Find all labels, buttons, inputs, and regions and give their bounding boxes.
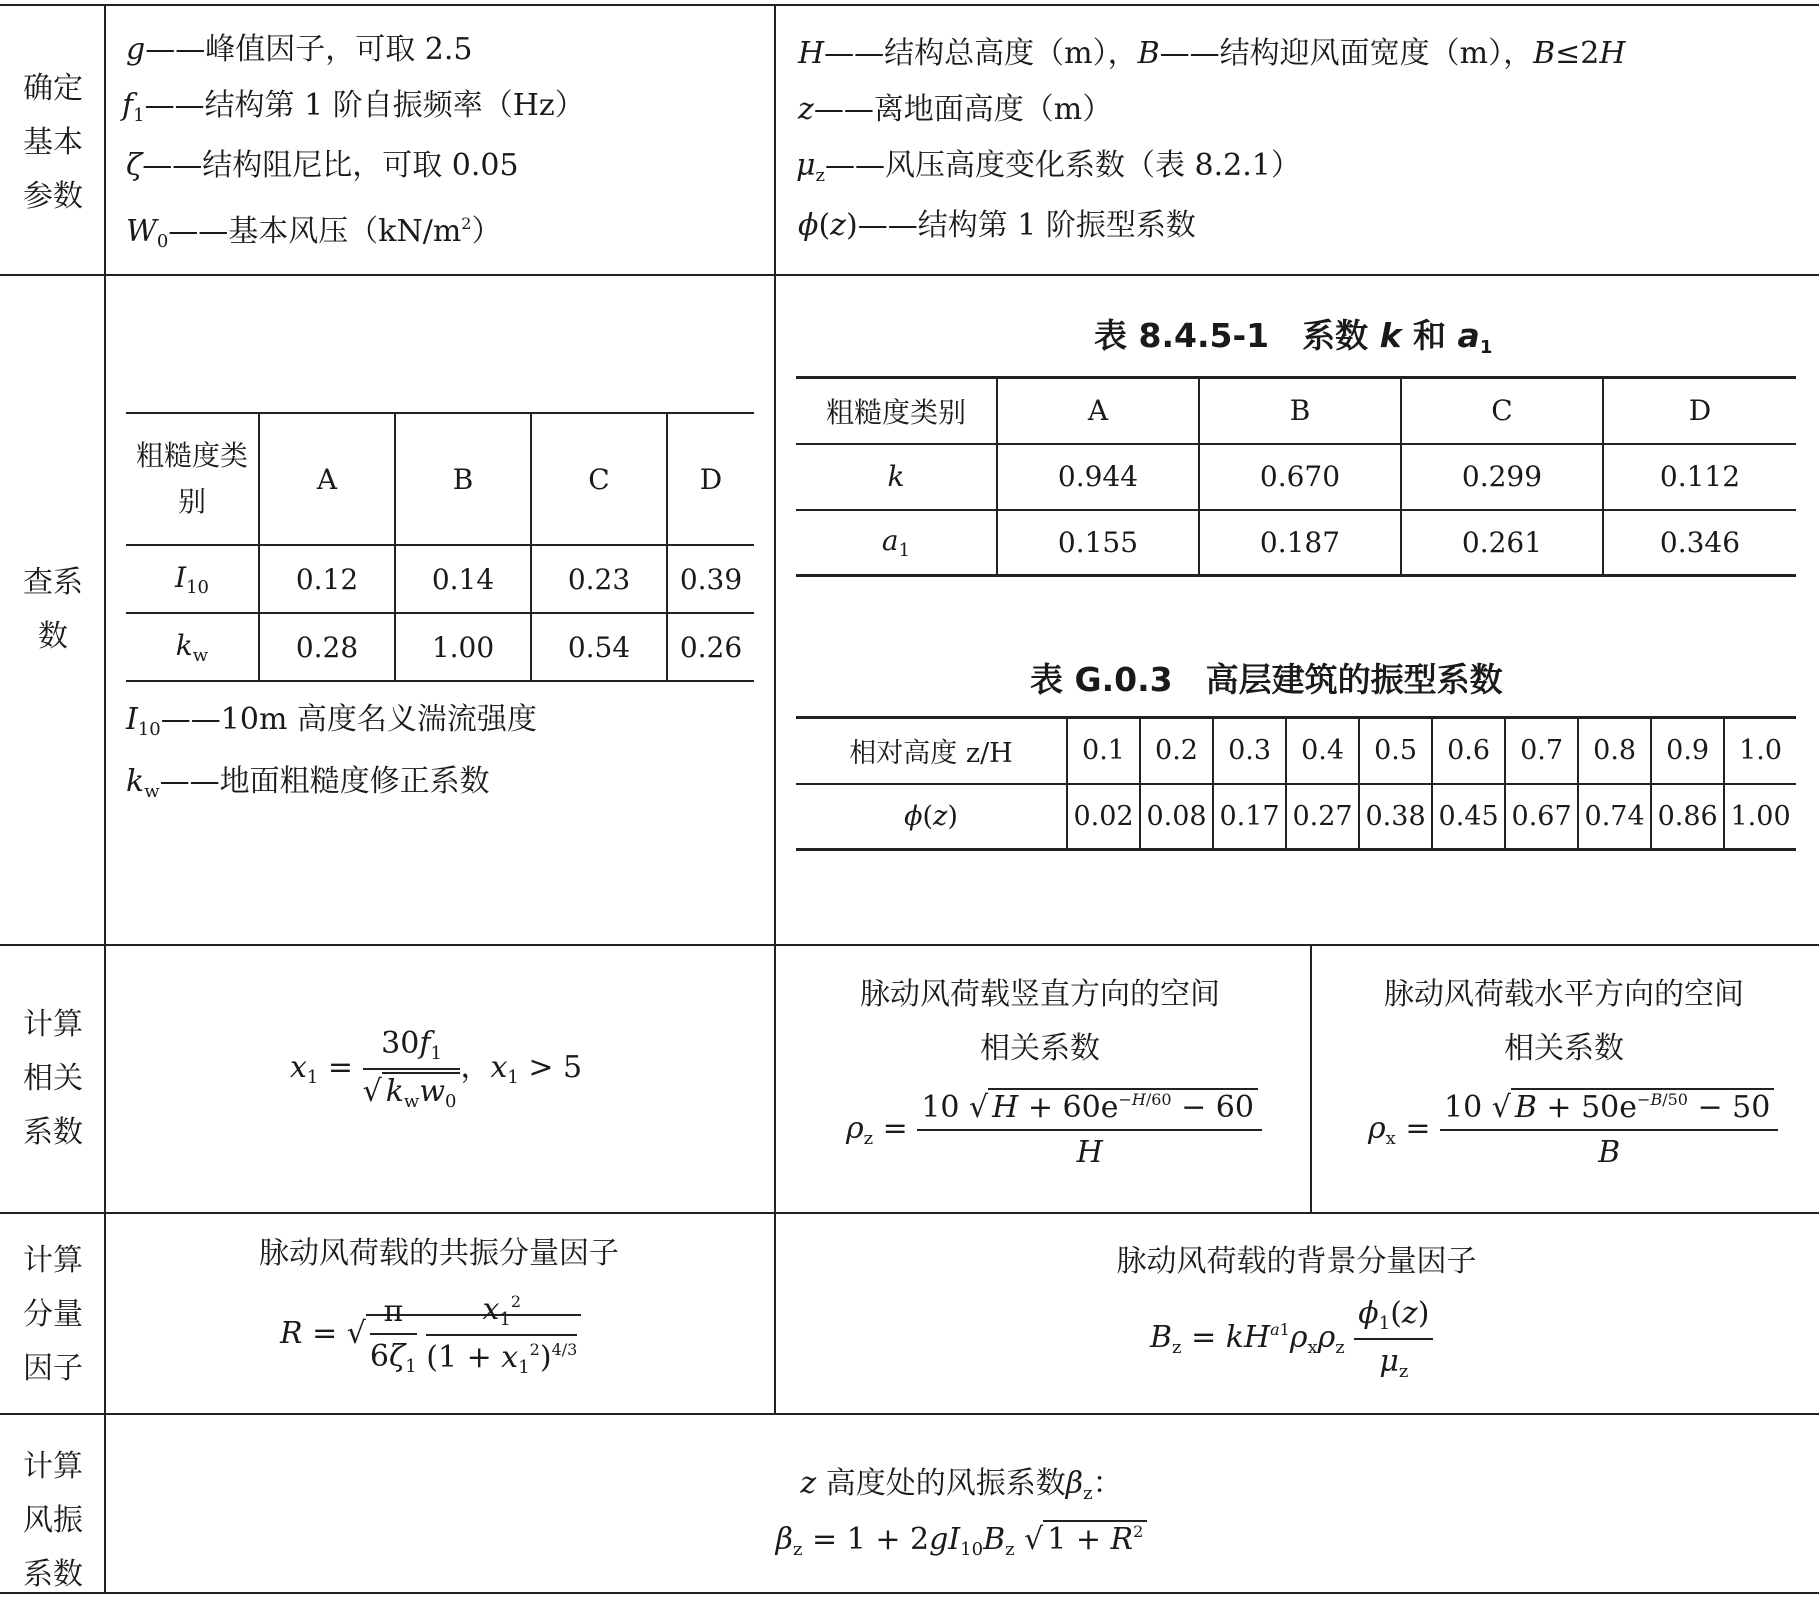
rule [0,1413,1819,1415]
row-label-gust-factor: 计算 风振 系数 [23,1449,83,1592]
resonant-title: 脉动风荷载的共振分量因子 [259,1236,619,1271]
param-muz: $\mu_z——$风压高度变化系数（表 8.2.1） [796,148,1301,186]
param-z-text: ——离地面高度（m） [813,92,1113,127]
phi-label: ϕ(z) [796,784,1067,850]
row-label-lookup: 查系 数 [23,565,83,654]
i10-b: 0.14 [395,545,531,613]
k-b: 0.670 [1199,444,1401,510]
tk-cat-c: C [1401,378,1603,444]
zh-cell: 0.7 [1505,718,1578,784]
a1-c: 0.261 [1401,510,1603,576]
table-k-caption: 表 8.4.5-1 系数 k 和 $a_1$ [1094,316,1493,358]
rule [0,1212,1819,1214]
k-c: 0.299 [1401,444,1603,510]
param-phiz-text: ——结构第 1 阶振型系数 [857,208,1196,243]
cat-b: B [395,413,531,545]
phi-cell: 0.27 [1286,784,1359,850]
row-label-correlation: 计算 相关 系数 [23,1007,83,1150]
zh-cell: 0.8 [1578,718,1651,784]
zh-cell: 0.5 [1359,718,1432,784]
table-k-header: 粗糙度类别 [796,378,997,444]
formula-rho-x: $\rho_x$ = $\frac{10 √ B + 50e^{-B/50} - 50}{B}$ [1368,1090,1778,1170]
row-kw-label: $k_w$ [126,613,259,681]
param-w0: $W_0——$基本风压$(kN/m^2)$ [126,214,502,252]
background-title: 脉动风荷载的背景分量因子 [1116,1244,1477,1279]
kw-d: 0.26 [679,630,743,664]
phi-cell: 0.02 [1067,784,1140,850]
row-label-basic-params: 确定 基本 参数 [23,71,83,214]
i10-c: 0.23 [531,545,667,613]
row-label-components: 计算 分量 因子 [23,1243,83,1386]
kw-c: 0.54 [531,613,667,681]
zh-cell: 0.9 [1651,718,1724,784]
zh-cell: 1.0 [1739,735,1783,767]
roughness-table [126,412,754,682]
phi-cell: 0.45 [1432,784,1505,850]
param-H: H——结构总高度（m），B——结构迎风面宽度（m），B≤2H [798,36,1626,71]
vertical-corr-title: 脉动风荷载竖直方向的空间 相关系数 [860,977,1220,1066]
row-i10-label: $I_{10}$ [126,545,259,613]
cat-d: D [699,462,723,496]
phi-cell: 0.17 [1213,784,1286,850]
rule [1310,944,1312,1213]
row-a1-label: $a_1$ [796,510,997,576]
formula-x1: $x_1$ = $\frac{30f_1}{√ k_ww_0}$ ，$x_1 > 5$ [290,1026,583,1112]
param-muz-text: ——风压高度变化系数（表 8.2.1） [824,148,1301,183]
rule [774,4,776,1414]
cat-a: A [259,413,395,545]
gust-title-text: 高度处的风振系数 [825,1466,1066,1501]
i10-a: 0.12 [259,545,395,613]
phi-cell: 0.67 [1505,784,1578,850]
param-B-text: ——结构迎风面宽度（m）， [1159,36,1534,71]
tk-cat-b: B [1199,378,1401,444]
tk-cat-a: A [997,378,1199,444]
rule [104,4,106,1594]
rule [0,944,1819,946]
param-zeta: ζ——结构阻尼比，可取 0.05 [126,148,519,183]
param-f1: $f_1——$结构第 1 阶自振频率（Hz） [122,88,585,126]
kw-a: 0.28 [259,613,395,681]
k-a: 0.944 [997,444,1199,510]
param-g: g——峰值因子，可取 2.5 [126,32,473,67]
phi-cell: 0.74 [1578,784,1651,850]
formula-R: R = √ $\frac{\pi}{6\zeta_1}$ $\frac{x_1^2}{(1 + x_1^2)^{4/3}}$ [280,1292,581,1378]
formula-beta: $\beta_z = 1 + 2gI_{10}B_z$ √ $1 + R^2$ [104,1522,1819,1560]
table-g [796,716,1796,851]
param-f1-text: ——结构第 1 阶自振频率（Hz） [144,88,585,123]
zh-label: 相对高度 z/H [796,718,1067,784]
phi-cell: 0.38 [1359,784,1432,850]
k-d: 0.112 [1659,460,1741,493]
param-zeta-text: ——结构阻尼比，可取 0.05 [142,148,519,183]
phi-cell: 0.08 [1140,784,1213,850]
kw-description-text: ——地面粗糙度修正系数 [159,764,490,799]
cat-c: C [531,413,667,545]
formula-rho-z: $\rho_z$ = $\frac{10 √ H + 60e^{-H/60} - 60}{H}$ [846,1090,1262,1170]
a1-a: 0.155 [997,510,1199,576]
phi-cell: 1.00 [1730,800,1791,832]
param-z: z——离地面高度（m） [798,92,1113,127]
gust-title: z 高度处的风振系数$\beta_z$： [800,1466,1123,1504]
horizontal-corr-title: 脉动风荷载水平方向的空间 相关系数 [1384,977,1744,1066]
row-k-label: k [796,444,997,510]
phi-cell: 0.86 [1651,784,1724,850]
a1-d: 0.346 [1659,525,1741,559]
zh-cell: 0.3 [1213,718,1286,784]
param-H-text: ——结构总高度（m）， [824,36,1138,71]
tk-cat-d: D [1688,394,1712,428]
rule [0,4,1819,6]
param-w0-text: ——基本风压（kN/m [168,214,462,249]
i10-description-text: ——10m 高度名义湍流强度 [160,702,537,737]
formula-Bz: $B_z = kH^{a1}\rho_x\rho_z$ $\frac{\phi_1(z)}{\mu_z}$ [1150,1296,1433,1382]
zh-cell: 0.4 [1286,718,1359,784]
roughness-header: 粗糙度类别 [126,413,259,545]
param-phiz: ϕ(z)——结构第 1 阶振型系数 [798,208,1196,243]
param-g-text: ——峰值因子，可取 2.5 [145,32,473,67]
zh-cell: 0.1 [1067,718,1140,784]
i10-description: $I_{10}——10m$ 高度名义湍流强度 [126,702,537,740]
kw-b: 1.00 [395,613,531,681]
a1-b: 0.187 [1199,510,1401,576]
kw-description: $k_w——$地面粗糙度修正系数 [126,764,490,802]
zh-cell: 0.6 [1432,718,1505,784]
i10-d: 0.39 [679,562,743,596]
zh-cell: 0.2 [1140,718,1213,784]
table-k-a1 [796,376,1796,577]
rule [0,1592,1819,1594]
rule [0,274,1819,276]
table-g-caption: 表 G.0.3 高层建筑的振型系数 [1030,660,1503,699]
